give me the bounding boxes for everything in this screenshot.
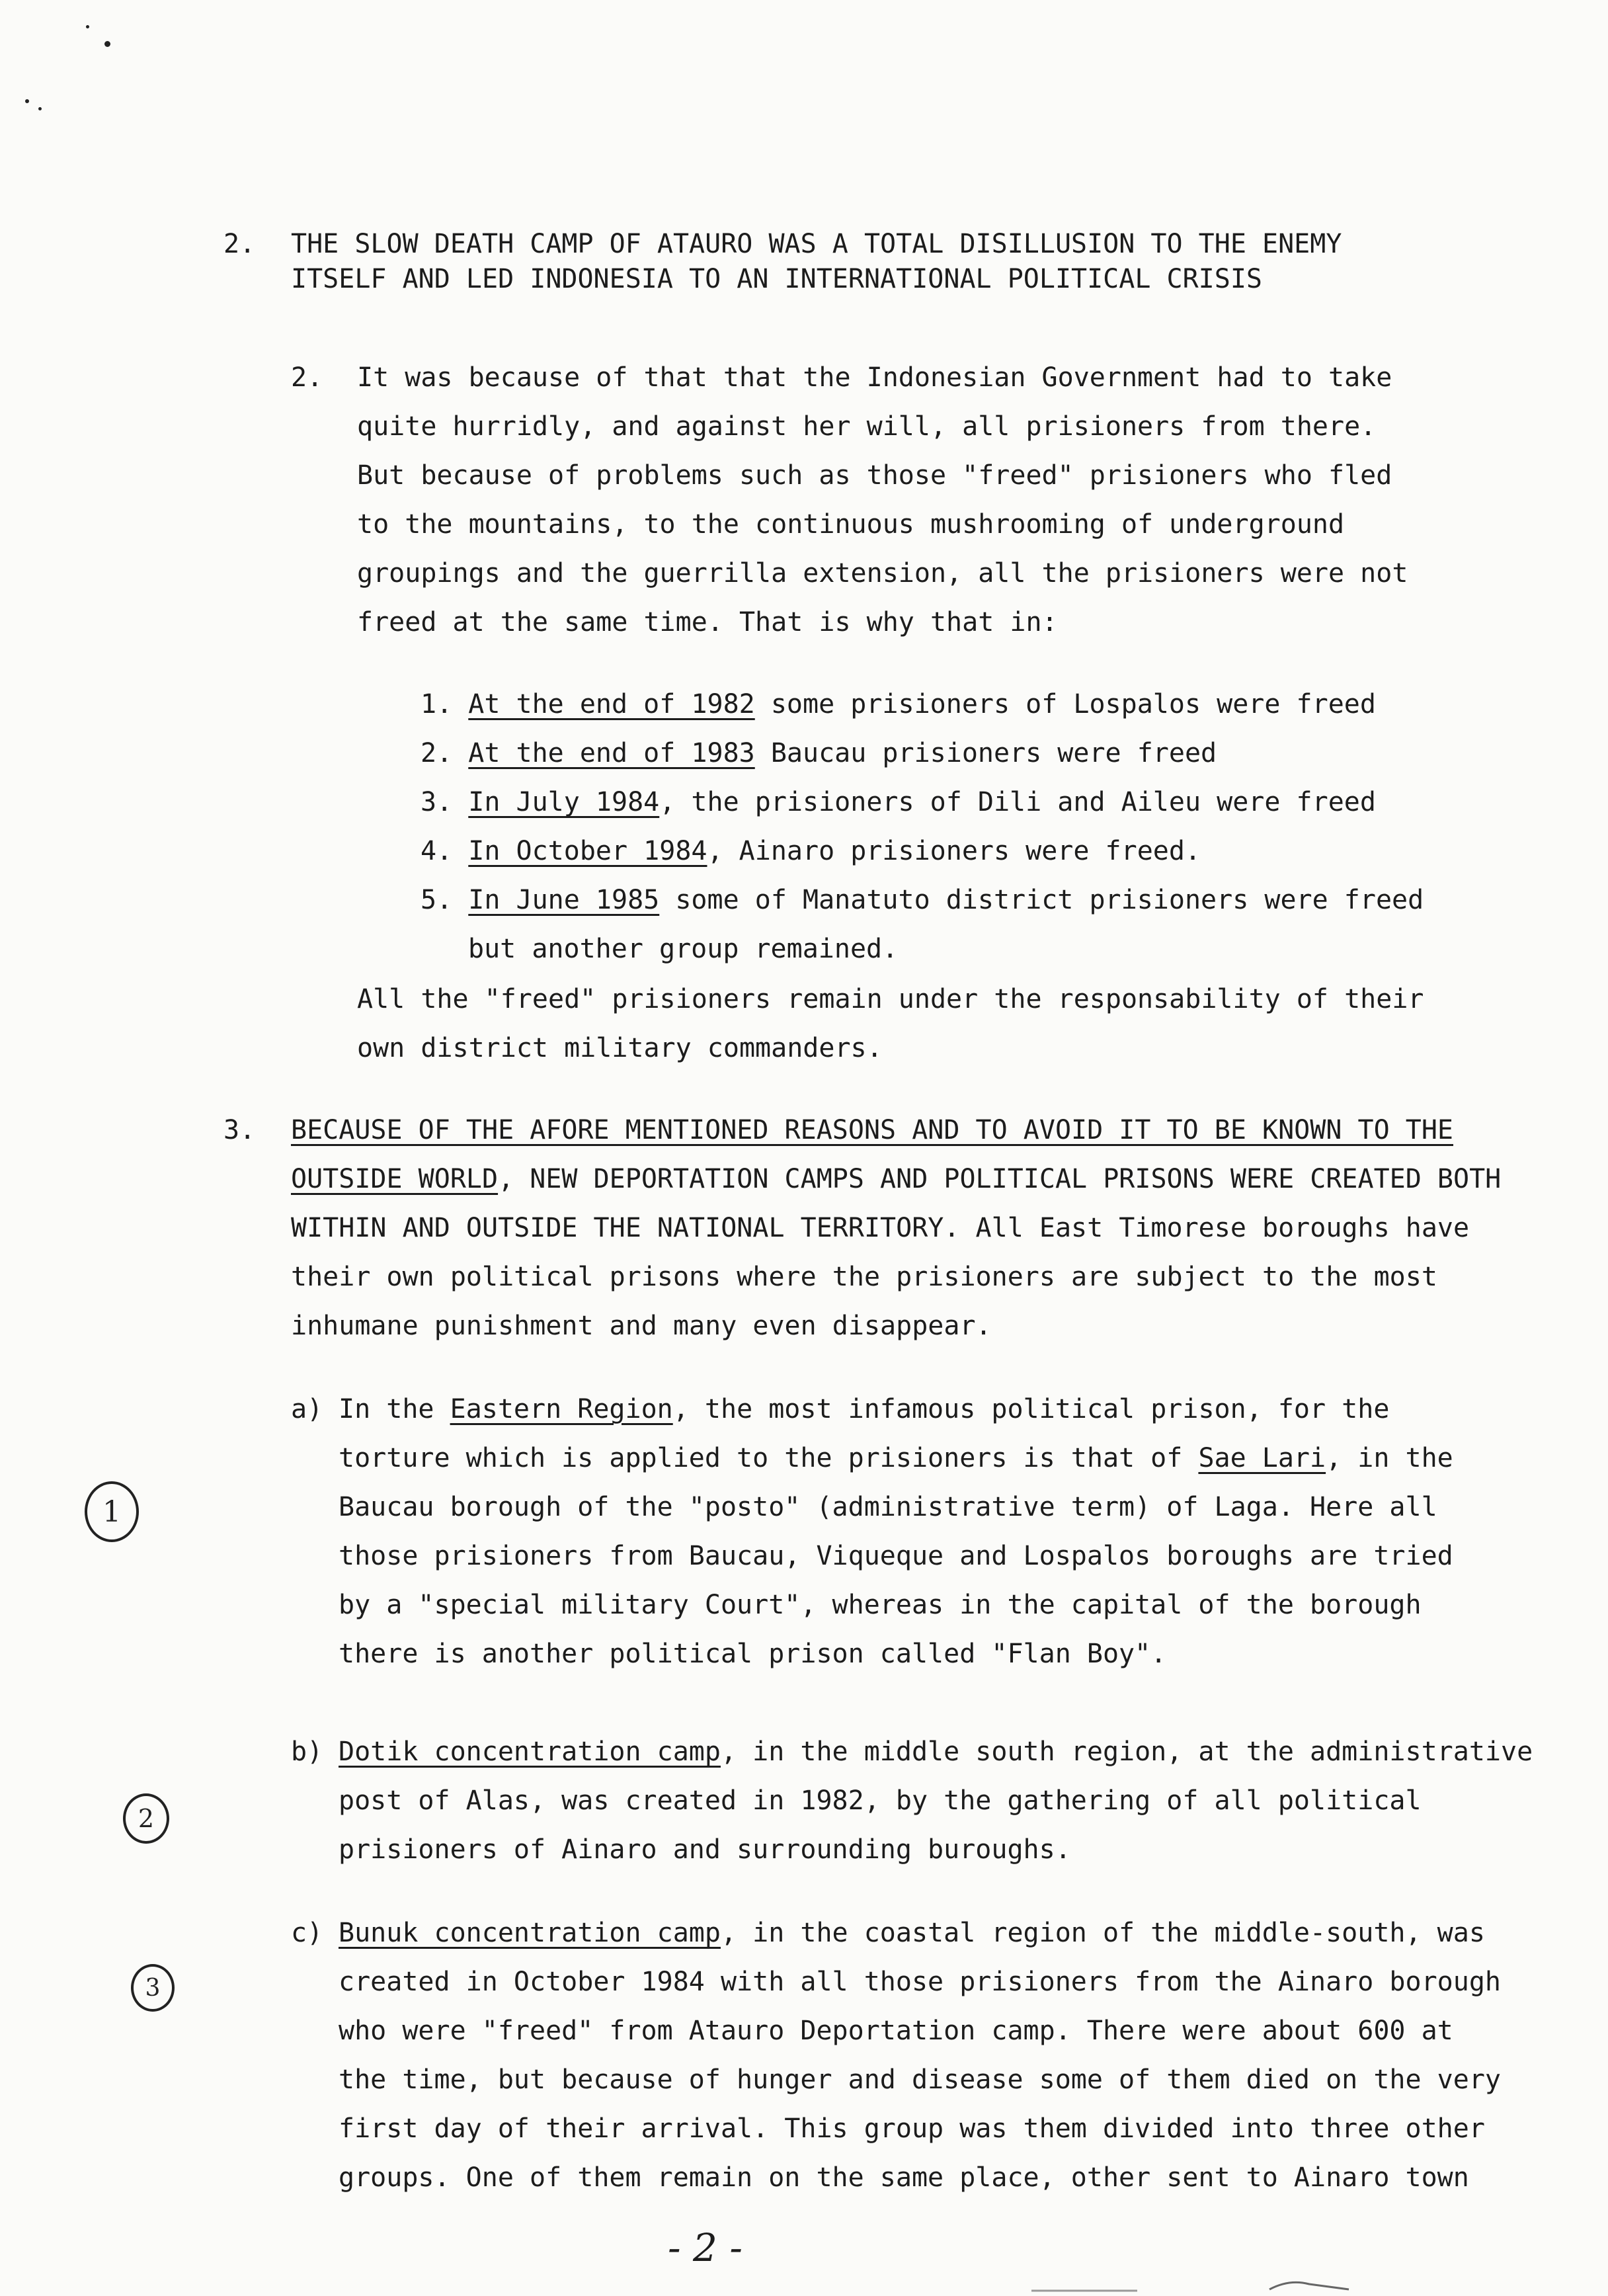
- item-line: [339, 1908, 1485, 1957]
- item-line: those prisioners from Baucau, Viqueque and Lospalos boroughs are tried: [339, 1541, 1453, 1571]
- item-underlined: Dotik concentration camp: [339, 1737, 721, 1767]
- item-underlined: Eastern Region: [450, 1394, 673, 1424]
- item-line: who were "freed" from Atauro Deportation camp. There were about 600 at: [339, 2016, 1453, 2046]
- item-text: torture which is applied to the prisioners is that of: [339, 1443, 1199, 1473]
- release-text: , the prisioners of Dili and Aileu were freed: [659, 787, 1376, 817]
- item-line: Baucau borough of the "posto" (administrative term) of Laga. Here all: [339, 1492, 1437, 1522]
- section-text: , NEW DEPORTATION CAMPS AND POLITICAL PRISONS WERE CREATED BOTH: [498, 1164, 1502, 1194]
- item-line: post of Alas, was created in 1982, by the gathering of all political: [339, 1785, 1422, 1816]
- heading-line: THE SLOW DEATH CAMP OF ATAURO WAS A TOTAL DISILLUSION TO THE ENEMY: [291, 229, 1342, 259]
- paragraph-line: groupings and the guerrilla extension, all the prisioners were not: [357, 558, 1408, 589]
- heading-number: 2.: [223, 229, 256, 259]
- paragraph-line: to the mountains, to the continuous mushrooming of underground: [357, 509, 1345, 540]
- section-line: [291, 1155, 1501, 1204]
- release-number: 5.: [421, 885, 453, 915]
- speck-mark: [104, 41, 110, 47]
- release-date: At the end of 1982: [468, 689, 755, 719]
- release-text: some prisioners of Lospalos were freed: [754, 689, 1376, 719]
- release-date: At the end of 1983: [468, 738, 755, 768]
- speck-mark: [86, 25, 89, 28]
- page-number: - 2 -: [668, 2225, 743, 2270]
- item-line: [339, 1434, 1453, 1483]
- release-text: Baucau prisioners were freed: [754, 738, 1217, 768]
- freed-note-line: own district military commanders.: [357, 1033, 883, 1063]
- paragraph-line: quite hurridly, and against her will, all prisioners from there.: [357, 411, 1377, 442]
- release-date: In June 1985: [468, 885, 660, 915]
- item-line: groups. One of them remain on the same place, other sent to Ainaro town: [339, 2162, 1469, 2193]
- item-text: , in the: [1326, 1443, 1453, 1473]
- item-line: there is another political prison called "Flan Boy".: [339, 1639, 1167, 1669]
- section-heading-underlined: BECAUSE OF THE AFORE MENTIONED REASONS AND TO AVOID IT TO BE KNOWN TO THE: [291, 1115, 1453, 1145]
- release-number: 1.: [421, 689, 453, 719]
- item-line: prisioners of Ainaro and surrounding buroughs.: [339, 1834, 1071, 1865]
- section-line: WITHIN AND OUTSIDE THE NATIONAL TERRITORY. All East Timorese boroughs have: [291, 1213, 1470, 1243]
- item-line: the time, but because of hunger and disease some of them died on the very: [339, 2065, 1501, 2095]
- paragraph-number: 2.: [291, 362, 323, 393]
- speck-mark: [25, 99, 29, 103]
- release-item: [421, 680, 1376, 729]
- section-line: inhumane punishment and many even disappear.: [291, 1311, 992, 1341]
- item-line: [339, 1727, 1533, 1776]
- paragraph-line: But because of problems such as those "freed" prisioners who fled: [357, 460, 1392, 491]
- item-label: c): [291, 1918, 323, 1948]
- release-text: , Ainaro prisioners were freed.: [707, 836, 1201, 866]
- release-item: [421, 827, 1201, 876]
- margin-circled-number: 3: [131, 1964, 175, 2012]
- release-text: some of Manatuto district prisioners were freed: [659, 885, 1424, 915]
- heading-line: ITSELF AND LED INDONESIA TO AN INTERNATIONAL POLITICAL CRISIS: [291, 264, 1263, 294]
- item-line: by a "special military Court", whereas in the capital of the borough: [339, 1590, 1422, 1620]
- speck-mark: [38, 107, 42, 110]
- release-item: [421, 876, 1424, 924]
- item-label: b): [291, 1737, 323, 1767]
- paragraph-line: It was because of that that the Indonesian Government had to take: [357, 362, 1392, 393]
- paragraph-line: freed at the same time. That is why that in:: [357, 607, 1058, 637]
- section-line: their own political prisons where the prisioners are subject to the most: [291, 1262, 1437, 1292]
- release-continuation: but another group remained.: [468, 934, 899, 964]
- item-text: , in the middle south region, at the administrative: [720, 1737, 1533, 1767]
- item-text: , in the coastal region of the middle-south, was: [720, 1918, 1485, 1948]
- section-heading-underlined: OUTSIDE WORLD: [291, 1164, 499, 1194]
- margin-circled-number: 2: [123, 1793, 169, 1844]
- release-number: 3.: [421, 787, 453, 817]
- item-label: a): [291, 1394, 323, 1424]
- item-underlined: Bunuk concentration camp: [339, 1918, 721, 1948]
- release-date: In October 1984: [468, 836, 707, 866]
- release-item: [421, 778, 1376, 827]
- release-item: [421, 729, 1217, 778]
- release-number: 2.: [421, 738, 453, 768]
- item-text: , the most infamous political prison, for the: [672, 1394, 1390, 1424]
- margin-circled-number: 1: [85, 1481, 139, 1542]
- item-line: created in October 1984 with all those prisioners from the Ainaro borough: [339, 1967, 1501, 1997]
- bottom-scribble: [1018, 2275, 1362, 2295]
- item-line: [339, 1385, 1389, 1434]
- release-number: 4.: [421, 836, 453, 866]
- item-line: first day of their arrival. This group was them divided into three other: [339, 2113, 1485, 2144]
- item-underlined: Sae Lari: [1198, 1443, 1326, 1473]
- item-text: In the: [339, 1394, 450, 1424]
- freed-note-line: All the "freed" prisioners remain under the responsability of their: [357, 984, 1424, 1014]
- section-number: 3.: [223, 1115, 256, 1145]
- release-date: In July 1984: [468, 787, 660, 817]
